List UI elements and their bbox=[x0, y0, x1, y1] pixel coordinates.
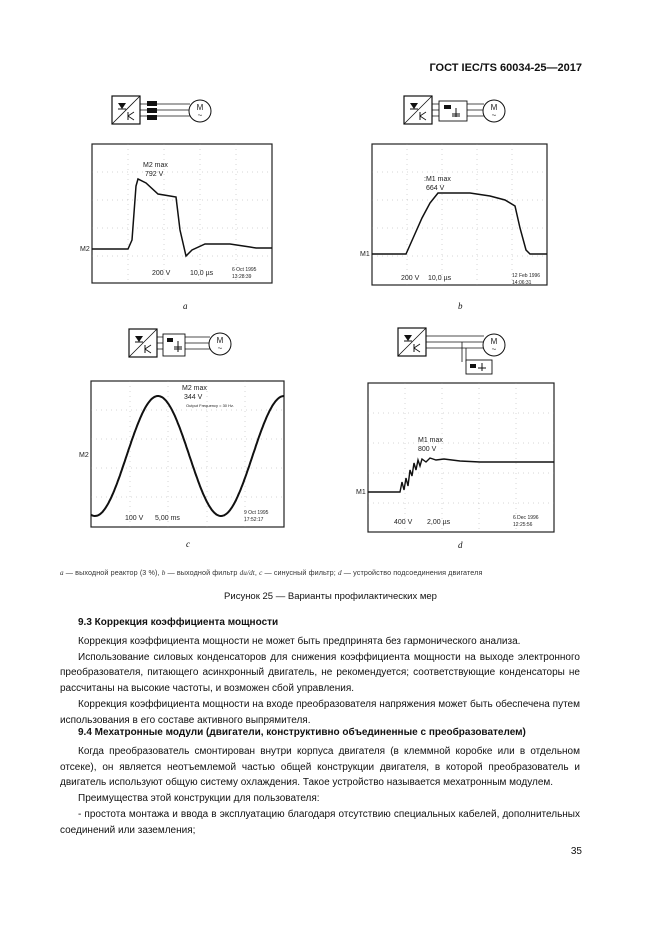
section-9-3-body bbox=[60, 634, 580, 728]
legend-a-letter: a bbox=[60, 569, 64, 577]
figure-legend bbox=[60, 568, 620, 577]
motor-label-d: M bbox=[490, 337, 498, 346]
document-standard-number: ГОСТ IEC/TS 60034-25—2017 bbox=[429, 62, 582, 74]
volt-scale-d: 400 V bbox=[394, 519, 413, 526]
date-c: 9 Oct 1995 bbox=[244, 510, 269, 516]
motor-tilde-b: ~ bbox=[491, 111, 497, 120]
max-readout-title-b: :M1 max bbox=[424, 176, 451, 183]
max-readout-value-d: 800 V bbox=[418, 446, 437, 453]
circuit-diagram-a bbox=[112, 96, 211, 124]
legend-d-text: — устройство подсоединения двигателя bbox=[341, 568, 483, 577]
circuit-diagram-b bbox=[404, 96, 505, 124]
motor-label-a: M bbox=[196, 103, 204, 112]
volt-scale-b: 200 V bbox=[401, 275, 420, 282]
circuit-diagram-d bbox=[398, 328, 505, 374]
channel-marker-c: M2 bbox=[79, 452, 89, 459]
date-b: 12 Feb 1996 bbox=[512, 273, 541, 279]
section-9-4-paragraph-3: - простота монтажа и ввода в эксплуатацию благодаря отсутствию специальных кабелей, дополнительных соединений или заземления; bbox=[60, 808, 580, 836]
max-readout-value-b: 664 V bbox=[426, 185, 445, 192]
legend-a-text: — выходной реактор (3 %), bbox=[63, 568, 162, 577]
circuit-diagram-c bbox=[129, 329, 231, 357]
motor-tilde-d: ~ bbox=[491, 345, 497, 354]
oscillogram-a bbox=[80, 144, 272, 283]
legend-c-text: — синусный фильтр; bbox=[262, 568, 338, 577]
legend-c-separator: , bbox=[254, 568, 260, 577]
date-a: 6 Oct 1995 bbox=[232, 267, 257, 273]
channel-marker-a: M2 bbox=[80, 246, 90, 253]
oscillogram-b bbox=[360, 144, 547, 286]
max-readout-title-c: M2 max bbox=[182, 385, 207, 392]
legend-b-text: — выходной фильтр bbox=[165, 568, 240, 577]
date-d: 6 Dec 1996 bbox=[513, 515, 539, 521]
legend-c-letter: c bbox=[259, 569, 263, 577]
motor-tilde-c: ~ bbox=[217, 344, 223, 353]
volt-scale-c: 100 V bbox=[125, 515, 144, 522]
time-a: 13:28:39 bbox=[232, 274, 252, 280]
max-readout-value-a: 792 V bbox=[145, 171, 164, 178]
motor-label-b: M bbox=[490, 103, 498, 112]
section-9-4-heading: 9.4 Мехатронные модули (двигатели, конструктивно объединенные с преобразователем) bbox=[78, 727, 526, 738]
output-frequency-note-c: Output Frequency = 30 Hz. bbox=[186, 403, 235, 408]
panel-caption-d: d bbox=[458, 540, 463, 550]
time-scale-c: 5,00 ms bbox=[155, 515, 180, 522]
time-scale-a: 10,0 µs bbox=[190, 270, 214, 277]
section-9-4-paragraph-1: Когда преобразователь смонтирован внутри корпуса двигателя (в клеммной коробке или в отдельном отсеке), он является неотъемлемой частью общей конструкции двигателя, в которой преобразователь и двигатель используют общую систему охлаждения. Такое устройство называется мехатронным модулем. bbox=[60, 746, 580, 789]
motor-label-c: M bbox=[216, 336, 224, 345]
section-9-3-paragraph-3: Коррекция коэффициента мощности на входе преобразователя напряжения может быть обеспечена путем использования в его составе активного выпрямителя. bbox=[60, 698, 580, 726]
motor-tilde-a: ~ bbox=[197, 111, 203, 120]
oscillogram-c bbox=[79, 381, 284, 527]
legend-dudt: du/dt bbox=[239, 569, 255, 577]
time-c: 17:52:17 bbox=[244, 517, 264, 523]
time-scale-d: 2,00 µs bbox=[427, 519, 451, 526]
time-scale-b: 10,0 µs bbox=[428, 275, 452, 282]
time-d: 12:25:56 bbox=[513, 522, 533, 528]
legend-b-letter: b bbox=[161, 569, 166, 577]
section-9-3-heading: 9.3 Коррекция коэффициента мощности bbox=[78, 617, 279, 628]
channel-marker-d: M1 bbox=[356, 489, 366, 496]
section-9-4-body bbox=[60, 744, 580, 838]
panel-caption-c: c bbox=[186, 539, 190, 549]
max-readout-title-d: M1 max bbox=[418, 437, 443, 444]
section-9-3-paragraph-2: Использование силовых конденсаторов для снижения коэффициента мощности на выходе электронного преобразователя, питающего асинхронный двигатель, не рекомендуется; соответствующие конденсаторы не рассчитаны на высокие частоты, и возможен сбой управления. bbox=[60, 651, 580, 695]
max-readout-title-a: M2 max bbox=[143, 162, 168, 169]
section-9-3-paragraph-1: Коррекция коэффициента мощности не может быть предпринята без гармонического анализа. bbox=[78, 636, 521, 647]
channel-marker-b: M1 bbox=[360, 251, 370, 258]
section-9-4-paragraph-2: Преимущества этой конструкции для пользователя: bbox=[78, 793, 320, 805]
page-number: 35 bbox=[570, 846, 582, 857]
panel-caption-b: b bbox=[458, 301, 463, 311]
max-readout-value-c: 344 V bbox=[184, 394, 203, 401]
volt-scale-a: 200 V bbox=[152, 270, 171, 277]
oscillogram-d bbox=[356, 383, 554, 532]
panel-caption-a: a bbox=[183, 301, 188, 311]
legend-d-letter: d bbox=[337, 569, 342, 577]
time-b: 14:06:31 bbox=[512, 280, 532, 286]
figure-title: Рисунок 25 — Варианты профилактических мер bbox=[224, 591, 437, 602]
